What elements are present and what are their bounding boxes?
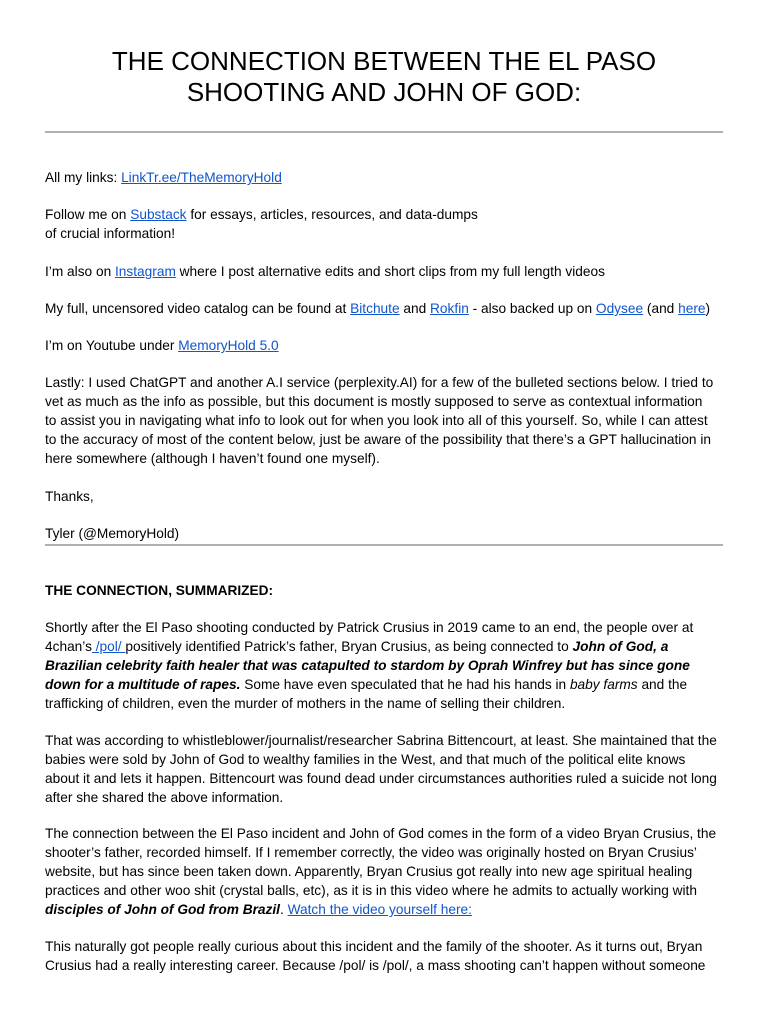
summary-p3-line-5 (45, 900, 725, 919)
catalog-mid: - also backed up on (468, 301, 596, 316)
youtube-line (45, 336, 725, 355)
disclaimer-line: here somewhere (although I haven’t found one myself). (45, 451, 380, 466)
linktree-link[interactable]: LinkTr.ee/TheMemoryHold (121, 170, 282, 185)
disclaimer-line: vet as much as the info as possible, but this document is mostly supposed to serve as contextual information (45, 394, 703, 409)
follow-line-1 (45, 205, 725, 224)
rokfin-link[interactable]: Rokfin (430, 301, 469, 316)
disclaimer-line: Lastly: I used ChatGPT and another A.I service (perplexity.AI) for a few of the bulleted sections below. I tried to (45, 375, 714, 390)
summary-paragraph-3 (45, 824, 725, 919)
disclaimer-line: to the accuracy of most of the content below, just be aware of the possibility that there’s a GPT hallucination in (45, 432, 711, 447)
summary-paragraph-4 (45, 937, 725, 975)
summary-p3-text: . (280, 902, 288, 917)
title-line-1: THE CONNECTION BETWEEN THE EL PASO (111, 46, 657, 76)
odysee-link[interactable]: Odysee (595, 301, 644, 316)
links-label: All my links: (45, 170, 122, 185)
summary-p1-emphasis: down for a multitude of rapes. (45, 677, 241, 692)
summary-p3-line: The connection between the El Paso incident and John of God comes in the form of a video Bryan Crusius, the (45, 826, 717, 841)
catalog-and: and (399, 301, 431, 316)
summary-p1-line-3: Brazilian celebrity faith healer that was catapulted to stardom by Oprah Winfrey but has since gone (45, 658, 690, 673)
follow-line-2: of crucial information! (45, 226, 176, 241)
summary-p1-line-1: Shortly after the El Paso shooting conducted by Patrick Crusius in 2019 came to an end, the people over at (45, 620, 694, 635)
summary-p3-line: website, but has since been taken down. Apparently, Bryan Crusius got really into new age spiritual healing (45, 864, 693, 879)
summary-paragraph-2 (45, 731, 725, 807)
thanks-line: Thanks, (45, 489, 94, 504)
follow-paragraph (45, 205, 725, 243)
disclaimer-paragraph (45, 373, 725, 468)
pol-link[interactable]: /pol/ (91, 639, 126, 654)
summary-p3-line: practices and other woo shit (crystal balls, etc), as it is in this video where he admits to actually working with (45, 883, 697, 898)
instagram-suffix: where I post alternative edits and short clips from my full length videos (175, 264, 605, 279)
signature-line: Tyler (@MemoryHold) (45, 526, 180, 541)
summary-p4-line: This naturally got people really curious about this incident and the family of the shooter. As it turns out, Bryan (45, 939, 703, 954)
document-title (45, 46, 723, 108)
summary-p1-emphasis: John of God, a (572, 639, 669, 654)
summary-p1-text: and the (637, 677, 688, 692)
summary-p3-line: shooter’s father, recorded himself. If I remember correctly, the video was originally hosted on Bryan Crusius’ (45, 845, 697, 860)
instagram-prefix: I’m also on (45, 264, 115, 279)
watch-video-link[interactable]: Watch the video yourself here: (287, 902, 472, 917)
follow-prefix: Follow me on (45, 207, 131, 222)
summary-p1-text: 4chan’s (45, 639, 92, 654)
summary-p2-line: babies were sold by John of God to wealthy families in the West, and that much of the political elite knows (45, 752, 686, 767)
summary-p1-line-4 (45, 675, 725, 694)
here-link[interactable]: here (678, 301, 706, 316)
bitchute-link[interactable]: Bitchute (350, 301, 400, 316)
disclaimer-line: to assist you in navigating what info to look out for when you look into all of this yourself. So, while I can attest (45, 413, 708, 428)
catalog-line (45, 299, 725, 318)
summary-p1-text: positively identified Patrick’s father, Bryan Crusius, as being connected to (125, 639, 573, 654)
catalog-paren-open: (and (643, 301, 679, 316)
summary-p2-line: about it and lets it happen. Bittencourt was found dead under circumstances authorities ruled a suicide not long (45, 771, 717, 786)
summary-p1-italic: baby farms (569, 677, 638, 692)
summary-p1-text: Some have even speculated that he had his hands in (240, 677, 570, 692)
youtube-prefix: I’m on Youtube under (45, 338, 179, 353)
summary-p2-line: after she shared the above information. (45, 790, 284, 805)
summary-paragraph-1 (45, 618, 725, 713)
substack-link[interactable]: Substack (130, 207, 187, 222)
section-divider (45, 544, 723, 546)
summary-heading: THE CONNECTION, SUMMARIZED: (45, 583, 274, 598)
follow-suffix: for essays, articles, resources, and data-dumps (186, 207, 478, 222)
youtube-link[interactable]: MemoryHold 5.0 (178, 338, 279, 353)
instagram-link[interactable]: Instagram (115, 264, 176, 279)
catalog-prefix: My full, uncensored video catalog can be found at (45, 301, 351, 316)
instagram-line (45, 262, 725, 281)
summary-p2-line: That was according to whistleblower/journalist/researcher Sabrina Bittencourt, at least. She maintained that the (45, 733, 717, 748)
summary-p1-line-5: trafficking of children, even the murder of mothers in the name of selling their children. (45, 696, 566, 711)
title-divider (45, 131, 723, 133)
summary-p3-emphasis: disciples of John of God from Brazil (45, 902, 280, 917)
links-line (45, 168, 725, 187)
summary-p4-line: Crusius had a really interesting career. Because /pol/ is /pol/, a mass shooting can’t happen without someone (45, 958, 706, 973)
summary-p1-line-2 (45, 637, 725, 656)
catalog-paren-close: ) (705, 301, 711, 316)
title-line-2: SHOOTING AND JOHN OF GOD: (186, 77, 582, 107)
